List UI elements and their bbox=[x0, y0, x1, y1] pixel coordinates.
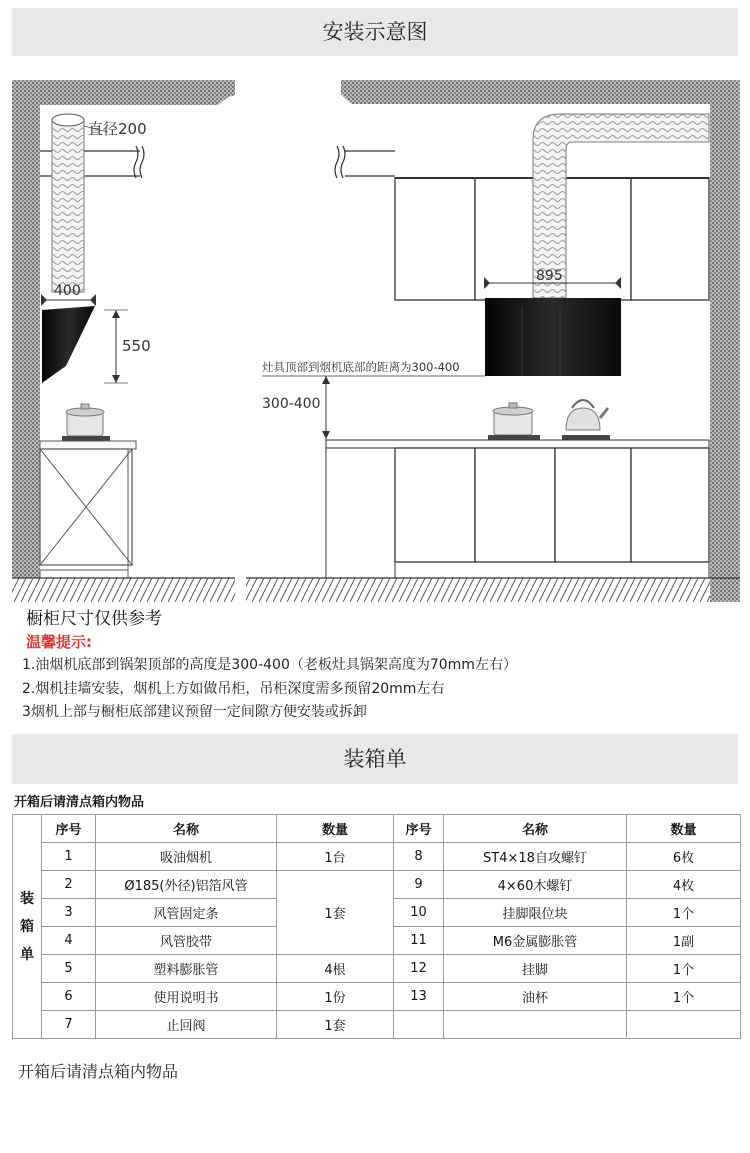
distance-callout: 灶具顶部到烟机底部的距离为300-400 bbox=[262, 360, 460, 374]
section-title-installation: 安装示意图 bbox=[12, 8, 738, 56]
item-quantity: 1副 bbox=[627, 927, 741, 955]
footer-note: 开箱后请清点箱内物品 bbox=[18, 1062, 179, 1081]
item-name: 挂脚限位块 bbox=[444, 899, 627, 927]
item-name: 使用说明书 bbox=[96, 983, 277, 1011]
item-name: 油杯 bbox=[444, 983, 627, 1011]
item-quantity: 1套 bbox=[277, 1011, 394, 1039]
distance-value-label: 300-400 bbox=[262, 396, 321, 412]
column-header: 数量 bbox=[277, 815, 394, 843]
item-number: 7 bbox=[42, 1011, 96, 1039]
table-row bbox=[13, 1011, 741, 1039]
item-number: 11 bbox=[394, 927, 444, 955]
item-number: 4 bbox=[42, 927, 96, 955]
item-number: 8 bbox=[394, 843, 444, 871]
tip-line: 3烟机上部与橱柜底部建议预留一定间隙方便安装或拆卸 bbox=[22, 704, 367, 720]
table-row bbox=[13, 843, 741, 871]
item-quantity: 1个 bbox=[627, 983, 741, 1011]
item-name: 塑料膨胀管 bbox=[96, 955, 277, 983]
item-name: 止回阀 bbox=[96, 1011, 277, 1039]
item-name: 风管固定条 bbox=[96, 899, 277, 927]
item-quantity: 1份 bbox=[277, 983, 394, 1011]
duct-diameter-label: 直径200 bbox=[88, 120, 147, 138]
item-quantity: 4根 bbox=[277, 955, 394, 983]
item-name: 风管胶带 bbox=[96, 927, 277, 955]
left-ceiling bbox=[12, 80, 235, 105]
packing-subtitle: 开箱后请清点箱内物品 bbox=[14, 795, 145, 810]
item-number: 5 bbox=[42, 955, 96, 983]
item-name: ST4×18自攻螺钉 bbox=[444, 843, 627, 871]
column-header: 序号 bbox=[394, 815, 444, 843]
item-quantity: 1套 bbox=[277, 871, 394, 955]
item-quantity: 6枚 bbox=[627, 843, 741, 871]
item-number: 12 bbox=[394, 955, 444, 983]
column-header: 名称 bbox=[96, 815, 277, 843]
tip-line: 1.油烟机底部到锅架顶部的高度是300-400（老板灶具锅架高度为70mm左右） bbox=[22, 657, 517, 673]
empty-cell bbox=[444, 1011, 627, 1039]
empty-cell bbox=[627, 1011, 741, 1039]
item-number: 9 bbox=[394, 871, 444, 899]
table-row bbox=[13, 983, 741, 1011]
packing-list-table bbox=[12, 814, 741, 1039]
left-hood bbox=[42, 306, 95, 383]
item-name: 吸油烟机 bbox=[96, 843, 277, 871]
table-row bbox=[13, 871, 741, 899]
hood-width-label-left: 400 bbox=[54, 283, 81, 299]
left-wall bbox=[12, 80, 40, 578]
tips-heading: 温馨提示: bbox=[26, 633, 92, 651]
right-hood bbox=[485, 298, 621, 376]
duct-opening bbox=[52, 114, 84, 126]
empty-cell bbox=[394, 1011, 444, 1039]
item-number: 13 bbox=[394, 983, 444, 1011]
item-quantity: 4枚 bbox=[627, 871, 741, 899]
packing-side-label: 装 箱 单 bbox=[13, 815, 42, 1039]
section-title-packing-list: 装箱单 bbox=[12, 734, 738, 784]
item-name: 4×60木螺钉 bbox=[444, 871, 627, 899]
item-quantity: 1个 bbox=[627, 899, 741, 927]
column-header: 数量 bbox=[627, 815, 741, 843]
hood-width-label-right: 895 bbox=[536, 268, 563, 284]
installation-diagram bbox=[0, 70, 750, 602]
table-header-row bbox=[13, 815, 741, 843]
item-number: 1 bbox=[42, 843, 96, 871]
item-name: M6金属膨胀管 bbox=[444, 927, 627, 955]
item-number: 10 bbox=[394, 899, 444, 927]
table-row bbox=[13, 955, 741, 983]
tip-line: 2.烟机挂墙安装，烟机上方如做吊柜，吊柜深度需多预留20mm左右 bbox=[22, 681, 445, 697]
right-scene bbox=[246, 80, 740, 602]
item-name: Ø185(外径)铝箔风管 bbox=[96, 871, 277, 899]
height-label-550: 550 bbox=[122, 337, 151, 355]
column-header: 序号 bbox=[42, 815, 96, 843]
item-number: 6 bbox=[42, 983, 96, 1011]
column-header: 名称 bbox=[444, 815, 627, 843]
item-number: 2 bbox=[42, 871, 96, 899]
item-quantity: 1台 bbox=[277, 843, 394, 871]
item-name: 挂脚 bbox=[444, 955, 627, 983]
item-number: 3 bbox=[42, 899, 96, 927]
cabinet-size-note: 橱柜尺寸仅供参考 bbox=[26, 609, 162, 629]
item-quantity: 1个 bbox=[627, 955, 741, 983]
